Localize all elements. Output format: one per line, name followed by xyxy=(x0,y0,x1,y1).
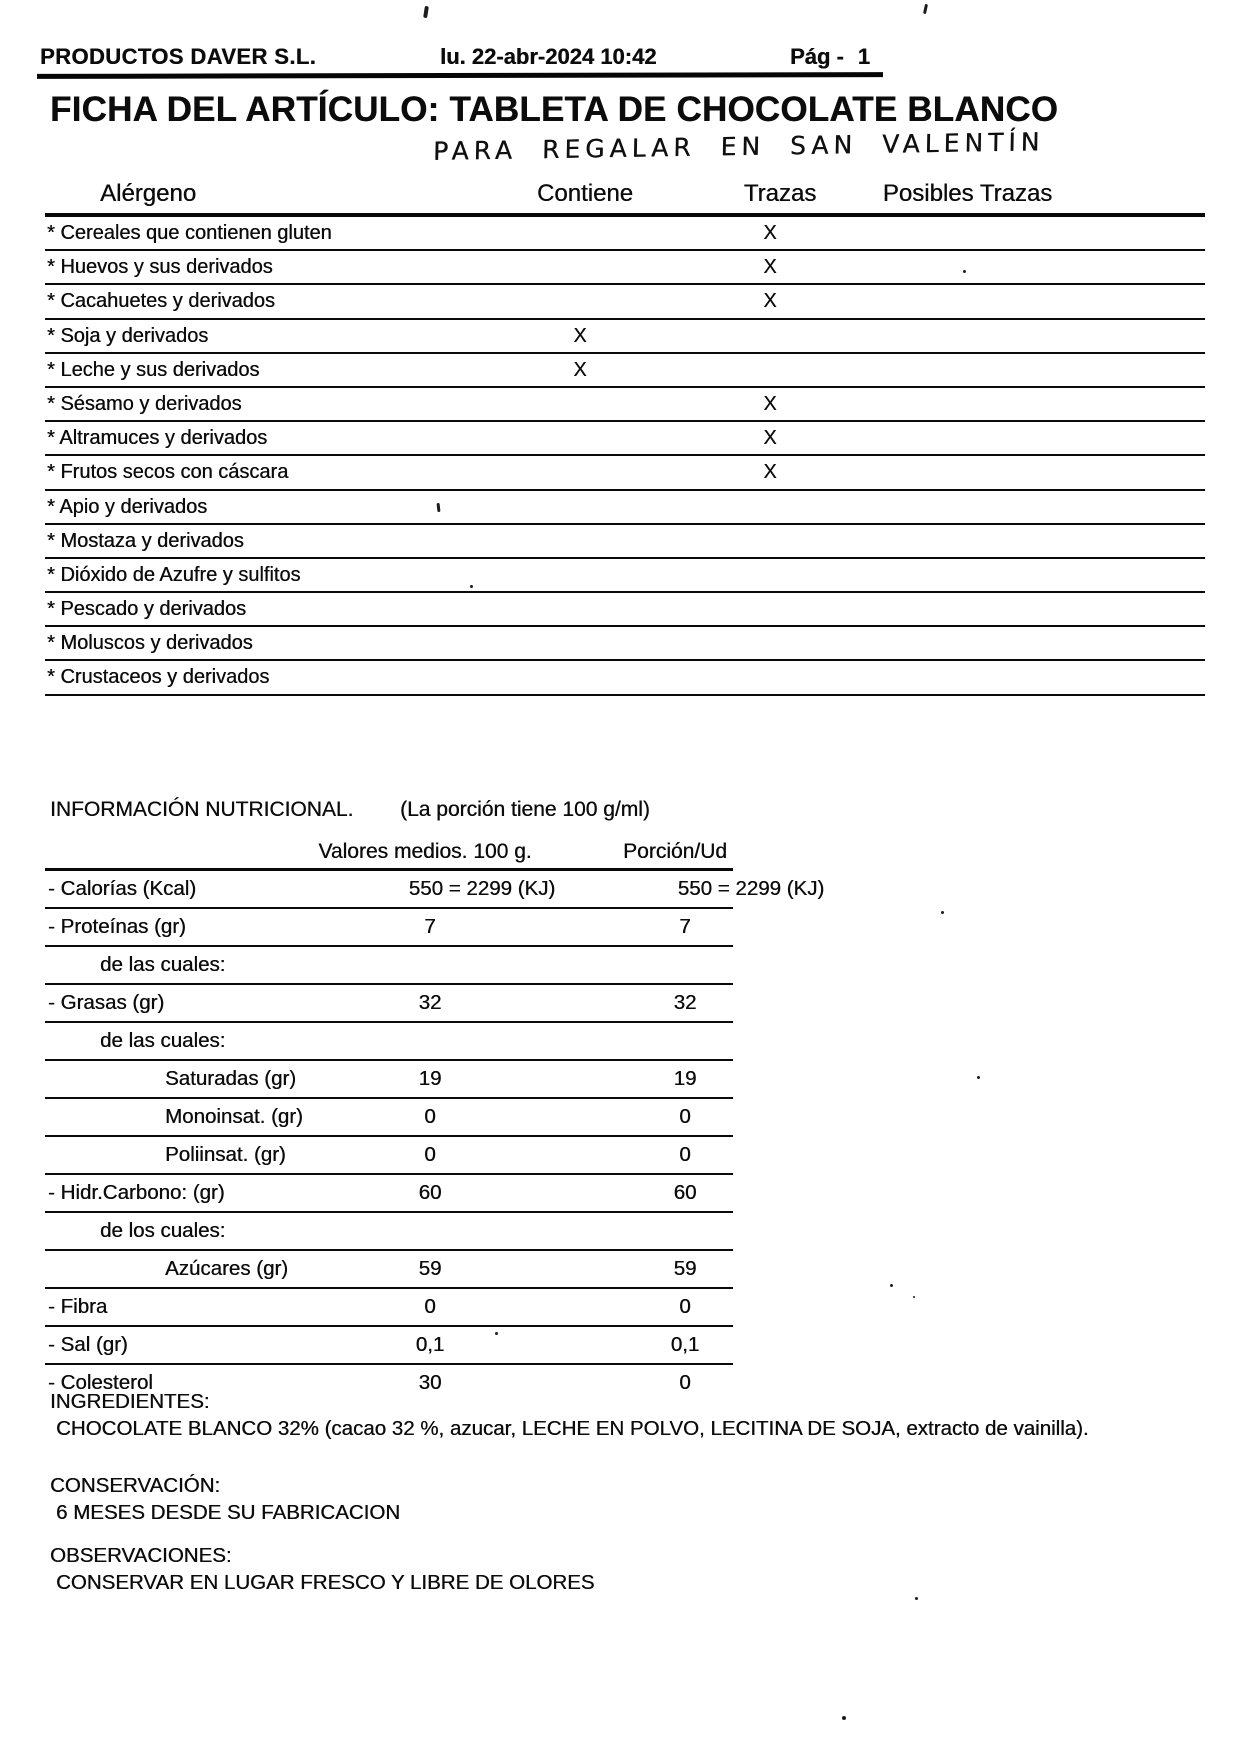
nutrition-row xyxy=(45,1023,733,1061)
allergen-mark-trazas: X xyxy=(763,461,777,484)
nutrient-value-portion: 0 xyxy=(679,1371,691,1394)
scan-speckle xyxy=(495,1332,498,1335)
nutrition-table-body xyxy=(45,871,825,1401)
nutrient-label: Saturadas (gr) xyxy=(165,1067,297,1090)
allergen-row xyxy=(45,251,1205,285)
nutrient-label: - Proteínas (gr) xyxy=(48,915,186,938)
allergen-mark-trazas: X xyxy=(763,222,777,244)
conservation-text: 6 MESES DESDE SU FABRICACION xyxy=(56,1501,401,1524)
allergen-row xyxy=(45,354,1205,388)
nutrient-value-100g: 550 = 2299 (KJ) xyxy=(408,877,556,900)
allergen-row xyxy=(45,627,1205,661)
nutrition-row xyxy=(45,909,733,947)
allergen-name: * Altramuces y derivados xyxy=(47,427,268,450)
allergen-mark-trazas: X xyxy=(763,427,777,450)
allergen-name: * Moluscos y derivados xyxy=(47,632,253,655)
allergen-name: * Mostaza y derivados xyxy=(47,529,244,552)
nutrient-value-portion: 7 xyxy=(679,915,691,938)
nutrition-row xyxy=(45,985,733,1023)
page-number: 1 xyxy=(857,44,871,69)
nutrient-value-portion: 32 xyxy=(673,991,697,1014)
nutrient-label: de los cuales: xyxy=(100,1219,226,1242)
col-header-valores-medios: Valores medios. 100 g. xyxy=(318,840,532,863)
conservation-heading: CONSERVACIÓN: xyxy=(50,1474,221,1497)
nutrient-label: de las cuales: xyxy=(100,1029,226,1052)
nutrition-title-row xyxy=(45,798,733,840)
allergen-name: * Soja y derivados xyxy=(47,324,209,347)
allergen-table-header xyxy=(45,180,1205,217)
nutrient-value-portion: 0 xyxy=(679,1105,691,1128)
nutrient-label: Azúcares (gr) xyxy=(165,1257,289,1280)
nutrient-label: Poliinsat. (gr) xyxy=(165,1143,286,1166)
nutrient-value-100g: 0 xyxy=(424,1143,436,1166)
allergen-name: * Crustaceos y derivados xyxy=(47,666,270,689)
nutrition-row xyxy=(45,1061,733,1099)
nutrition-row xyxy=(45,871,825,909)
nutrient-value-100g: 7 xyxy=(424,915,436,938)
scan-speckle xyxy=(977,1076,980,1079)
nutrient-value-portion: 0,1 xyxy=(670,1333,700,1356)
col-header-porcion-ud: Porción/Ud xyxy=(623,840,727,863)
nutrient-label: Monoinsat. (gr) xyxy=(165,1105,303,1128)
nutrition-column-headers xyxy=(45,840,733,871)
allergen-row xyxy=(45,388,1205,422)
allergen-name: * Cereales que contienen gluten xyxy=(47,222,332,244)
allergen-row xyxy=(45,593,1205,627)
ingredients-section xyxy=(50,1388,1089,1442)
allergen-name: * Apio y derivados xyxy=(47,495,208,518)
nutrient-label: - Hidr.Carbono: (gr) xyxy=(48,1181,225,1204)
nutrient-value-100g: 0 xyxy=(424,1295,436,1318)
nutrient-label: de las cuales: xyxy=(100,953,226,976)
scan-speckle xyxy=(423,6,429,18)
allergen-row xyxy=(45,320,1205,354)
nutrient-value-portion: 550 = 2299 (KJ) xyxy=(677,877,825,900)
ingredients-text: CHOCOLATE BLANCO 32% (cacao 32 %, azucar, LECHE EN POLVO, LECITINA DE SOJA, extracto de vainilla). xyxy=(56,1417,1089,1440)
observations-heading: OBSERVACIONES: xyxy=(50,1544,232,1567)
nutrient-value-100g: 0,1 xyxy=(415,1333,445,1356)
allergen-name: * Frutos secos con cáscara xyxy=(47,461,289,484)
nutrition-section-title: INFORMACIÓN NUTRICIONAL. xyxy=(50,798,354,821)
allergen-name: * Huevos y sus derivados xyxy=(47,256,273,279)
print-datetime: lu. 22-abr-2024 10:42 xyxy=(440,44,657,69)
allergen-row xyxy=(45,491,1205,525)
scan-speckle xyxy=(923,4,928,14)
nutrient-value-portion: 0 xyxy=(679,1295,691,1318)
allergen-name: * Cacahuetes y derivados xyxy=(47,290,275,313)
allergen-row xyxy=(45,217,1205,251)
col-header-trazas: Trazas xyxy=(743,180,817,207)
scan-speckle xyxy=(470,585,473,588)
nutrition-row xyxy=(45,1099,733,1137)
nutrition-row xyxy=(45,1175,733,1213)
allergen-mark-trazas: X xyxy=(763,392,777,415)
scan-speckle xyxy=(913,1296,915,1298)
allergen-mark-contiene: X xyxy=(573,324,587,347)
nutrition-row xyxy=(45,1213,733,1251)
allergen-name: * Pescado y derivados xyxy=(47,598,247,621)
col-header-posibles-trazas: Posibles Trazas xyxy=(882,180,1053,207)
nutrition-row xyxy=(45,947,733,985)
allergen-row xyxy=(45,422,1205,456)
handwritten-note: PARA REGALAR EN SAN VALENTÍN xyxy=(432,127,1045,166)
allergen-row xyxy=(45,559,1205,593)
col-header-alergeno: Alérgeno xyxy=(100,180,197,207)
allergen-table-body xyxy=(45,217,1205,696)
nutrition-row xyxy=(45,1251,733,1289)
allergen-table xyxy=(45,180,1205,696)
nutrition-row xyxy=(45,1327,733,1365)
page-label: Pág - xyxy=(790,44,844,69)
allergen-name: * Leche y sus derivados xyxy=(47,358,260,381)
page-title: FICHA DEL ARTÍCULO: TABLETA DE CHOCOLATE BLANCO xyxy=(50,90,1059,129)
nutrient-label: - Fibra xyxy=(48,1295,108,1318)
allergen-mark-contiene: X xyxy=(573,358,587,381)
nutrient-value-100g: 59 xyxy=(418,1257,442,1280)
allergen-name: * Dióxido de Azufre y sulfitos xyxy=(47,563,301,586)
nutrient-value-portion: 60 xyxy=(673,1181,697,1204)
nutrition-portion-note: (La porción tiene 100 g/ml) xyxy=(400,798,650,821)
nutrient-label: - Sal (gr) xyxy=(48,1333,128,1356)
ingredients-heading: INGREDIENTES: xyxy=(50,1390,210,1413)
observations-text: CONSERVAR EN LUGAR FRESCO Y LIBRE DE OLORES xyxy=(56,1571,595,1594)
scan-speckle xyxy=(915,1597,918,1600)
allergen-row xyxy=(45,525,1205,559)
nutrient-value-portion: 59 xyxy=(673,1257,697,1280)
observations-section xyxy=(50,1542,594,1596)
scan-speckle xyxy=(890,1284,893,1287)
allergen-row xyxy=(45,285,1205,319)
scan-speckle xyxy=(941,911,944,914)
scan-speckle xyxy=(842,1716,846,1720)
nutrient-value-100g: 60 xyxy=(418,1181,442,1204)
header-rule xyxy=(37,72,883,79)
nutrient-label: - Colesterol xyxy=(48,1371,153,1394)
document-header xyxy=(40,44,890,74)
scan-speckle xyxy=(963,270,966,273)
company-name: PRODUCTOS DAVER S.L. xyxy=(40,44,317,69)
nutrient-label: - Calorías (Kcal) xyxy=(48,877,197,900)
nutrition-row xyxy=(45,1137,733,1175)
nutrition-table xyxy=(45,798,825,1401)
conservation-section xyxy=(50,1472,400,1526)
nutrient-label: - Grasas (gr) xyxy=(48,991,165,1014)
nutrient-value-100g: 32 xyxy=(418,991,442,1014)
nutrient-value-100g: 0 xyxy=(424,1105,436,1128)
allergen-name: * Sésamo y derivados xyxy=(47,392,242,415)
nutrient-value-portion: 0 xyxy=(679,1143,691,1166)
allergen-mark-trazas: X xyxy=(763,290,777,313)
allergen-row xyxy=(45,661,1205,695)
nutrient-value-portion: 19 xyxy=(673,1067,697,1090)
allergen-mark-trazas: X xyxy=(763,256,777,279)
nutrient-value-100g: 19 xyxy=(418,1067,442,1090)
nutrient-value-100g: 30 xyxy=(418,1371,442,1394)
allergen-row xyxy=(45,456,1205,490)
nutrition-row xyxy=(45,1289,733,1327)
page-indicator xyxy=(790,44,870,70)
col-header-contiene: Contiene xyxy=(536,180,634,207)
